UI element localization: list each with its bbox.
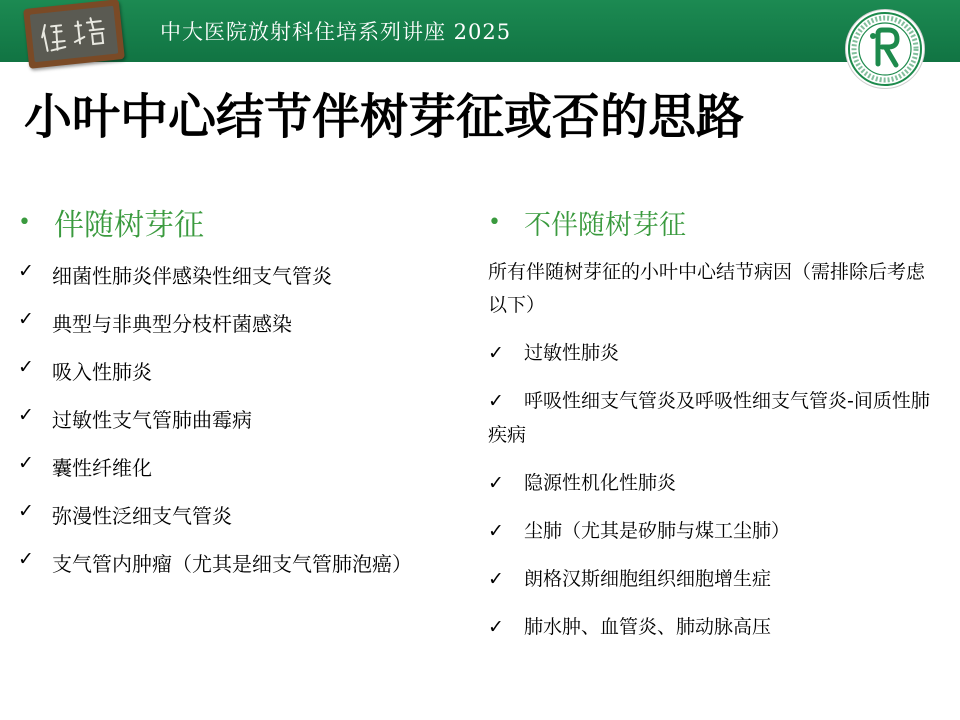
- checkmark-icon: ✓: [488, 520, 504, 542]
- list-item-text: 呼吸性细支气管炎及呼吸性细支气管炎-间质性肺疾病: [488, 390, 930, 446]
- chalkboard-surface: [30, 6, 119, 63]
- list-item: [488, 514, 938, 548]
- chalkboard-logo: [23, 0, 125, 69]
- checkmark-icon: ✓: [18, 500, 34, 522]
- right-heading-label: 不伴随树芽征: [524, 209, 686, 241]
- list-item-text: 细菌性肺炎伴感染性细支气管炎: [52, 264, 332, 288]
- list-item: [488, 466, 938, 500]
- list-item: [18, 260, 478, 308]
- list-item-text: 典型与非典型分枝杆菌感染: [52, 312, 292, 336]
- list-item-text: 过敏性支气管肺曲霉病: [52, 408, 252, 432]
- hospital-logo: [846, 10, 924, 88]
- checkmark-icon: ✓: [488, 616, 504, 638]
- list-item-text: 囊性纤维化: [52, 456, 152, 480]
- list-item-text: 支气管内肿瘤（尤其是细支气管肺泡癌）: [52, 552, 412, 576]
- left-column: [18, 200, 478, 596]
- list-item-text: 过敏性肺炎: [524, 342, 620, 364]
- list-item-text: 尘肺（尤其是矽肺与煤工尘肺）: [524, 520, 791, 542]
- list-item-text: 隐源性机化性肺炎: [524, 472, 677, 494]
- checkmark-icon: ✓: [18, 548, 34, 570]
- checkmark-icon: ✓: [488, 568, 504, 590]
- list-item: [18, 308, 478, 356]
- list-item: [18, 356, 478, 404]
- list-item: [18, 404, 478, 452]
- list-item-text: 弥漫性泛细支气管炎: [52, 504, 232, 528]
- bullet-dot-icon: •: [488, 209, 501, 235]
- header-title: 中大医院放射科住培系列讲座 2025: [160, 20, 512, 44]
- list-item: [488, 384, 938, 452]
- header-banner: [0, 0, 960, 62]
- checkmark-icon: ✓: [18, 356, 34, 378]
- slide-title: 小叶中心结节伴树芽征或否的思路: [24, 89, 745, 145]
- list-item: [18, 548, 478, 596]
- left-heading-label: 伴随树芽征: [54, 208, 204, 243]
- list-item: [488, 336, 938, 370]
- chalk-stamp-image: [30, 6, 119, 63]
- right-column: [488, 200, 938, 658]
- checkmark-icon: ✓: [488, 342, 504, 364]
- checkmark-icon: ✓: [488, 390, 504, 412]
- hospital-emblem-icon: [846, 10, 924, 88]
- checkmark-icon: ✓: [488, 472, 504, 494]
- checkmark-icon: ✓: [18, 404, 34, 426]
- list-item-text: 肺水肿、血管炎、肺动脉高压: [524, 616, 772, 638]
- left-heading: [18, 200, 478, 244]
- checkmark-icon: ✓: [18, 452, 34, 474]
- list-item-text: 吸入性肺炎: [52, 360, 152, 384]
- list-item-text: 朗格汉斯细胞组织细胞增生症: [524, 568, 772, 590]
- list-item: [18, 452, 478, 500]
- list-item: [18, 500, 478, 548]
- list-item: [488, 610, 938, 644]
- checkmark-icon: ✓: [18, 260, 34, 282]
- list-item: [488, 562, 938, 596]
- right-heading: [488, 200, 938, 244]
- bullet-dot-icon: •: [18, 209, 31, 235]
- left-item-list: [18, 260, 478, 596]
- right-intro-text: 所有伴随树芽征的小叶中心结节病因（需排除后考虑以下）: [488, 261, 926, 316]
- right-item-list: [488, 336, 938, 644]
- checkmark-icon: ✓: [18, 308, 34, 330]
